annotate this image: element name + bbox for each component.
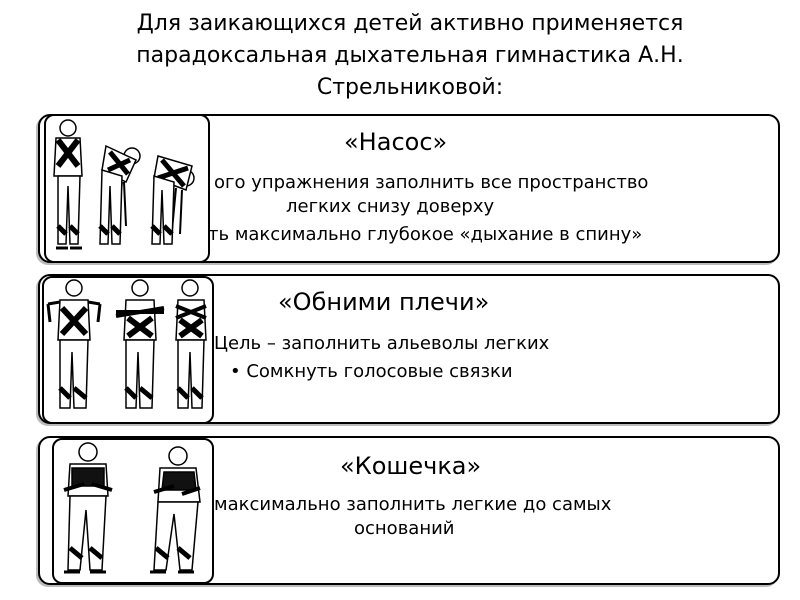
title-line-3: Стрельниковой:: [316, 75, 504, 100]
hug-shoulders-illustration: [44, 278, 212, 422]
exercise-text-cat-1: максимально заполнить легкие до самых: [214, 494, 612, 515]
exercise-text-hug-shoulders-1: Цель – заполнить альеволы легких: [214, 333, 550, 354]
title-line-2: парадоксальная дыхательная гимнастика А.Н.: [136, 43, 684, 68]
slide-title: [60, 8, 760, 104]
pump-illustration-frame: [44, 114, 210, 263]
exercise-text-pump-3: ть максимально глубокое «дыхание в спину»: [208, 224, 643, 245]
exercise-text-hug-shoulders-2: • Сомкнуть голосовые связки: [230, 361, 513, 382]
cat-illustration: [54, 440, 212, 582]
title-line-1: Для заикающихся детей активно применяется: [136, 11, 684, 36]
pump-illustration: [46, 116, 208, 261]
exercise-title-pump: «Насос»: [344, 128, 448, 156]
exercise-text-pump-1: ого упражнения заполнить все пространство: [214, 172, 649, 193]
cat-illustration-frame: [52, 438, 214, 584]
exercise-text-pump-2: легких снизу доверху: [286, 196, 495, 217]
hug-shoulders-illustration-frame: [42, 276, 214, 424]
exercise-title-hug-shoulders: «Обними плечи»: [278, 288, 490, 316]
exercise-title-cat: «Кошечка»: [340, 452, 482, 480]
exercise-text-cat-2: оснований: [354, 518, 455, 539]
